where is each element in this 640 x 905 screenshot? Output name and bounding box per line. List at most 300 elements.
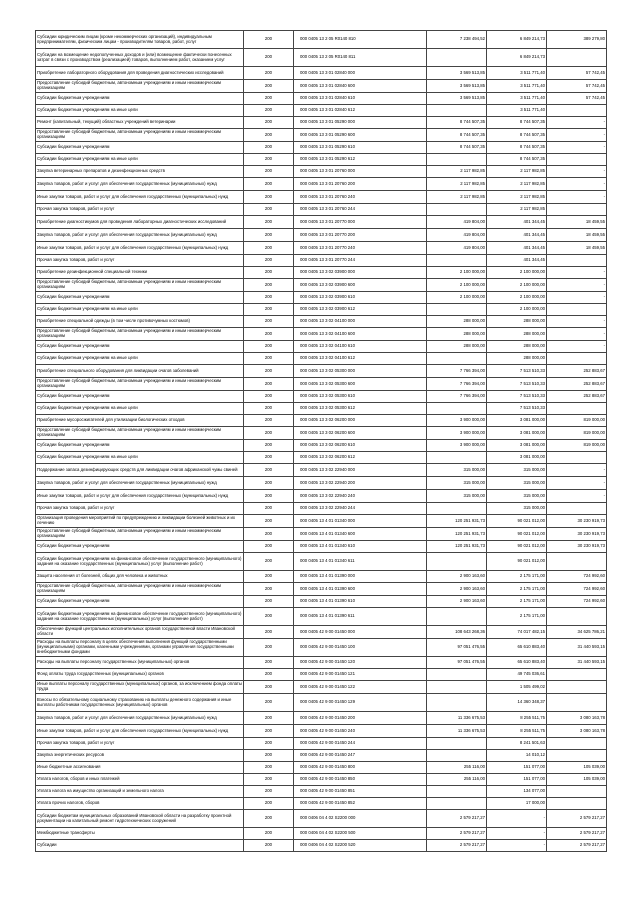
row-kbk-cell: 000 0405 13 4 01 01340 600 [294, 528, 427, 541]
row-approved-cell: 108 643 268,36 [427, 626, 487, 639]
table-row [36, 267, 607, 279]
row-executed-cell: 3 081 000,00 [487, 415, 547, 427]
row-executed-cell: 7 513 510,33 [487, 365, 547, 378]
row-executed-cell: - [487, 828, 547, 840]
row-unexecuted-cell: 18 459,55 [547, 229, 607, 242]
row-approved-cell: 288 000,00 [427, 341, 487, 353]
row-kbk-cell: 000 0405 13 3 01 20760 000 [294, 166, 427, 178]
table-row [36, 440, 607, 452]
row-unexecuted-cell: 34 625 786,21 [547, 626, 607, 639]
row-kbk-cell: 000 0405 13 4 01 01340 000 [294, 515, 427, 528]
row-unexecuted-cell [547, 353, 607, 365]
row-unexecuted-cell: 57 742,45 [547, 80, 607, 93]
row-code-cell: 200 [244, 464, 294, 477]
row-kbk-cell: 000 0405 13 3 01 05290 610 [294, 142, 427, 154]
row-approved-cell: 7 766 394,00 [427, 391, 487, 403]
row-approved-cell: 315 000,00 [427, 490, 487, 503]
row-code-cell: 200 [244, 31, 294, 49]
row-name-cell: Субсидии бюджетным учреждениям [36, 292, 244, 304]
row-executed-cell: 2 117 982,85 [487, 191, 547, 204]
table-row [36, 712, 607, 725]
row-approved-cell [427, 681, 487, 694]
table-row [36, 477, 607, 490]
table-row [36, 341, 607, 353]
row-approved-cell [427, 403, 487, 415]
row-executed-cell: 90 021 012,00 [487, 528, 547, 541]
row-name-cell: Уплата налогов, сборов и иных платежей [36, 774, 244, 786]
row-code-cell: 200 [244, 328, 294, 341]
row-unexecuted-cell: - [547, 267, 607, 279]
row-kbk-cell: 000 0405 13 3 02 04100 600 [294, 328, 427, 341]
row-approved-cell: 255 116,00 [427, 762, 487, 774]
row-approved-cell: 11 336 675,53 [427, 725, 487, 738]
row-unexecuted-cell [547, 681, 607, 694]
row-executed-cell: 1 505 499,02 [487, 681, 547, 694]
row-code-cell: 200 [244, 786, 294, 798]
table-row [36, 657, 607, 669]
table-row [36, 828, 607, 840]
row-name-cell: Закупка ветеринарных препаратов и дезинфекционных средств [36, 166, 244, 178]
row-code-cell: 200 [244, 105, 294, 117]
row-code-cell: 200 [244, 142, 294, 154]
row-name-cell: Приобретение специального оборудования для ликвидации очагов заболеваний [36, 365, 244, 378]
row-code-cell: 200 [244, 452, 294, 464]
table-row [36, 639, 607, 657]
row-name-cell: Иные закупки товаров, работ и услуг для обеспечения государственных (муниципальных) нужд [36, 242, 244, 255]
table-row [36, 840, 607, 852]
row-unexecuted-cell: - [547, 328, 607, 341]
row-executed-cell: 2 175 171,00 [487, 608, 547, 626]
row-name-cell: Приобретение дезинфекционной специальной техники [36, 267, 244, 279]
row-executed-cell: 90 021 012,00 [487, 515, 547, 528]
row-name-cell: Субсидии бюджетным учреждениям [36, 391, 244, 403]
row-executed-cell: 2 175 171,00 [487, 571, 547, 583]
row-executed-cell: 8 744 507,35 [487, 154, 547, 166]
row-kbk-cell: 000 0405 13 3 02 04100 000 [294, 316, 427, 328]
row-code-cell: 200 [244, 840, 294, 852]
row-executed-cell: 2 100 000,00 [487, 292, 547, 304]
row-executed-cell: 6 849 214,73 [487, 31, 547, 49]
row-kbk-cell: 000 0405 13 3 02 22940 000 [294, 464, 427, 477]
row-unexecuted-cell: - [547, 490, 607, 503]
row-code-cell: 200 [244, 571, 294, 583]
row-approved-cell: 2 100 000,00 [427, 279, 487, 292]
row-kbk-cell: 000 0405 13 3 01 02840 612 [294, 105, 427, 117]
row-code-cell: 200 [244, 353, 294, 365]
table-row [36, 391, 607, 403]
row-unexecuted-cell: 105 039,00 [547, 762, 607, 774]
row-approved-cell: 3 569 513,85 [427, 67, 487, 80]
row-executed-cell: 151 077,00 [487, 774, 547, 786]
row-executed-cell: 90 021 012,00 [487, 541, 547, 553]
table-row [36, 93, 607, 105]
row-approved-cell: 2 900 163,60 [427, 583, 487, 596]
row-name-cell: Субсидии бюджетным учреждениям на иные цели [36, 154, 244, 166]
row-code-cell: 200 [244, 596, 294, 608]
row-name-cell: Иные бюджетные ассигнования [36, 762, 244, 774]
row-executed-cell: 288 000,00 [487, 341, 547, 353]
row-kbk-cell: 000 0405 13 3 01 05290 600 [294, 129, 427, 142]
row-name-cell: Субсидии бюджетным учреждениям на иные цели [36, 304, 244, 316]
row-executed-cell: 134 077,00 [487, 786, 547, 798]
table-row [36, 216, 607, 229]
row-unexecuted-cell [547, 669, 607, 681]
row-code-cell: 200 [244, 191, 294, 204]
table-row [36, 204, 607, 216]
row-name-cell: Субсидии бюджетным учреждениям на иные цели [36, 403, 244, 415]
row-approved-cell: 97 051 476,55 [427, 639, 487, 657]
row-executed-cell: 401 344,45 [487, 255, 547, 267]
row-unexecuted-cell: - [547, 191, 607, 204]
row-approved-cell [427, 304, 487, 316]
row-unexecuted-cell [547, 452, 607, 464]
row-name-cell: Предоставление субсидий бюджетным, автономным учреждениям и иным некоммерческим организациям [36, 80, 244, 93]
row-name-cell: Обеспечение функций центральных исполнительных органов государственной власти Ивановской области [36, 626, 244, 639]
row-code-cell: 200 [244, 810, 294, 828]
row-name-cell: Иные закупки товаров, работ и услуг для обеспечения государственных (муниципальных) нужд [36, 191, 244, 204]
row-name-cell: Субсидии бюджетам муниципальных образований Ивановской области на разработку проектной документации на капитальный ремонт гидротехнических сооружений [36, 810, 244, 828]
row-code-cell: 200 [244, 117, 294, 129]
row-unexecuted-cell [547, 105, 607, 117]
row-kbk-cell: 000 0405 13 3 01 02840 610 [294, 93, 427, 105]
row-unexecuted-cell: 724 992,60 [547, 583, 607, 596]
row-code-cell: 200 [244, 154, 294, 166]
row-approved-cell: 97 051 476,55 [427, 657, 487, 669]
row-executed-cell: 3 081 000,00 [487, 452, 547, 464]
row-name-cell: Субсидии бюджетным учреждениям [36, 341, 244, 353]
row-kbk-cell: 000 0405 42 9 00 01450 247 [294, 750, 427, 762]
row-kbk-cell: 000 0405 13 3 02 22940 200 [294, 477, 427, 490]
row-executed-cell: 315 000,00 [487, 490, 547, 503]
row-unexecuted-cell [547, 738, 607, 750]
table-row [36, 669, 607, 681]
row-unexecuted-cell: 3 080 163,78 [547, 712, 607, 725]
row-unexecuted-cell: 724 992,60 [547, 571, 607, 583]
row-approved-cell [427, 553, 487, 571]
row-name-cell: Субсидии бюджетным учреждениям [36, 93, 244, 105]
row-unexecuted-cell: 30 230 919,73 [547, 528, 607, 541]
row-unexecuted-cell: - [547, 316, 607, 328]
row-executed-cell: - [487, 810, 547, 828]
row-kbk-cell: 000 0405 13 3 01 02840 600 [294, 80, 427, 93]
row-approved-cell [427, 255, 487, 267]
row-executed-cell: 14 360 348,37 [487, 694, 547, 712]
table-row [36, 154, 607, 166]
table-row [36, 255, 607, 267]
row-code-cell: 200 [244, 415, 294, 427]
row-unexecuted-cell: 3 080 163,78 [547, 725, 607, 738]
row-name-cell: Закупка товаров, работ и услуг для обеспечения государственных (муниципальных) нужд [36, 477, 244, 490]
row-unexecuted-cell [547, 503, 607, 515]
row-code-cell: 200 [244, 503, 294, 515]
row-code-cell: 200 [244, 694, 294, 712]
row-kbk-cell: 000 0405 13 2 05 R0140 810 [294, 31, 427, 49]
row-kbk-cell: 000 0405 13 3 02 05300 612 [294, 403, 427, 415]
row-approved-cell: 3 900 000,00 [427, 415, 487, 427]
row-code-cell: 200 [244, 440, 294, 452]
row-executed-cell: 8 255 511,75 [487, 725, 547, 738]
row-kbk-cell: 000 0405 13 3 02 04100 610 [294, 341, 427, 353]
row-name-cell: Приобретение лабораторного оборудования для проведения диагностических исследований [36, 67, 244, 80]
row-name-cell: Закупка товаров, работ и услуг для обеспечения государственных (муниципальных) нужд [36, 229, 244, 242]
row-approved-cell [427, 786, 487, 798]
table-row [36, 738, 607, 750]
table-row [36, 541, 607, 553]
row-kbk-cell: 000 0405 13 2 05 R0140 811 [294, 49, 427, 67]
row-name-cell: Субсидии бюджетным учреждениям на иные цели [36, 105, 244, 117]
row-kbk-cell: 000 0405 13 3 01 02840 000 [294, 67, 427, 80]
row-name-cell: Приобретение диагностикумов для проведения лабораторных диагностических исследований [36, 216, 244, 229]
row-name-cell: Субсидии бюджетным учреждениям на иные цели [36, 353, 244, 365]
row-approved-cell: 288 000,00 [427, 328, 487, 341]
row-kbk-cell: 000 0405 42 9 00 01450 244 [294, 738, 427, 750]
row-kbk-cell: 000 0405 13 4 01 01390 600 [294, 583, 427, 596]
row-name-cell: Уплата налога на имущество организаций и земельного налога [36, 786, 244, 798]
row-unexecuted-cell [547, 786, 607, 798]
table-row [36, 316, 607, 328]
row-code-cell: 200 [244, 681, 294, 694]
row-unexecuted-cell [547, 403, 607, 415]
row-name-cell: Иные закупки товаров, работ и услуг для обеспечения государственных (муниципальных) нужд [36, 490, 244, 503]
row-executed-cell: 288 000,00 [487, 353, 547, 365]
row-code-cell: 200 [244, 93, 294, 105]
row-code-cell: 200 [244, 49, 294, 67]
row-kbk-cell: 000 0405 13 3 01 20770 000 [294, 216, 427, 229]
row-approved-cell: 120 251 931,73 [427, 541, 487, 553]
row-name-cell: Уплата прочих налогов, сборов [36, 798, 244, 810]
row-name-cell: Предоставление субсидий бюджетным, автономным учреждениям и иным некоммерческим организациям [36, 328, 244, 341]
row-kbk-cell: 000 0405 42 9 00 01450 100 [294, 639, 427, 657]
row-executed-cell: 401 344,45 [487, 216, 547, 229]
row-code-cell: 200 [244, 316, 294, 328]
row-code-cell: 200 [244, 292, 294, 304]
row-code-cell: 200 [244, 712, 294, 725]
table-row [36, 166, 607, 178]
row-kbk-cell: 000 0405 13 3 02 03900 600 [294, 279, 427, 292]
table-row [36, 49, 607, 67]
row-code-cell: 200 [244, 477, 294, 490]
row-executed-cell: 2 100 000,00 [487, 279, 547, 292]
row-approved-cell [427, 353, 487, 365]
row-approved-cell [427, 105, 487, 117]
row-name-cell: Взносы по обязательному социальному страхованию на выплаты денежного содержания и иные выплаты работникам государственных (муниципальных) органов [36, 694, 244, 712]
row-executed-cell: 288 000,00 [487, 316, 547, 328]
table-row [36, 279, 607, 292]
row-unexecuted-cell: 30 230 919,73 [547, 541, 607, 553]
table-row [36, 365, 607, 378]
table-row [36, 191, 607, 204]
row-name-cell: Ремонт (капитальный, текущий) областных учреждений ветеринарии [36, 117, 244, 129]
row-approved-cell [427, 452, 487, 464]
row-approved-cell: 3 900 000,00 [427, 440, 487, 452]
row-executed-cell: 8 255 511,75 [487, 712, 547, 725]
row-executed-cell: 8 744 507,35 [487, 129, 547, 142]
row-kbk-cell: 000 0405 13 3 02 05300 000 [294, 365, 427, 378]
row-unexecuted-cell: 31 440 593,15 [547, 639, 607, 657]
row-kbk-cell: 000 0405 13 3 02 03900 610 [294, 292, 427, 304]
table-row [36, 583, 607, 596]
row-code-cell: 200 [244, 608, 294, 626]
row-executed-cell: 7 513 510,33 [487, 403, 547, 415]
row-approved-cell: 288 000,00 [427, 316, 487, 328]
row-executed-cell: 65 610 883,40 [487, 657, 547, 669]
row-name-cell: Поддержание запаса дезинфицирующих средств для ликвидации очагов африканской чумы свиней [36, 464, 244, 477]
row-approved-cell: 7 238 494,52 [427, 31, 487, 49]
row-unexecuted-cell [547, 553, 607, 571]
row-unexecuted-cell: 105 039,00 [547, 774, 607, 786]
row-code-cell: 200 [244, 738, 294, 750]
row-kbk-cell: 000 0406 04 4 02 S2200 500 [294, 828, 427, 840]
row-executed-cell: 2 117 982,85 [487, 178, 547, 191]
row-executed-cell: 2 175 171,00 [487, 583, 547, 596]
row-kbk-cell: 000 0405 42 9 00 01450 852 [294, 798, 427, 810]
row-kbk-cell: 000 0405 13 3 02 22940 244 [294, 503, 427, 515]
row-approved-cell [427, 204, 487, 216]
row-unexecuted-cell [547, 608, 607, 626]
row-name-cell: Предоставление субсидий бюджетным, автономным учреждениям и иным некоммерческим организациям [36, 378, 244, 391]
row-name-cell: Субсидии бюджетным учреждениям [36, 541, 244, 553]
table-row [36, 774, 607, 786]
row-executed-cell: - [487, 840, 547, 852]
row-executed-cell: 151 077,00 [487, 762, 547, 774]
row-approved-cell: 2 900 163,60 [427, 596, 487, 608]
row-code-cell: 200 [244, 378, 294, 391]
row-name-cell: Расходы на выплаты персоналу в целях обеспечения выполнения функций государственными (муниципальными) органами, казенными учреждениями, органами управления государственными внебюджетными фондами [36, 639, 244, 657]
row-code-cell: 200 [244, 365, 294, 378]
row-approved-cell: 2 100 000,00 [427, 267, 487, 279]
row-kbk-cell: 000 0405 42 9 00 01450 240 [294, 725, 427, 738]
row-unexecuted-cell: 252 883,67 [547, 365, 607, 378]
row-executed-cell: 6 849 214,73 [487, 49, 547, 67]
row-kbk-cell: 000 0405 42 9 00 01450 000 [294, 626, 427, 639]
row-unexecuted-cell: - [547, 117, 607, 129]
row-code-cell: 200 [244, 541, 294, 553]
row-name-cell: Предоставление субсидий бюджетным, автономным учреждениям и иным некоммерческим организациям [36, 583, 244, 596]
row-code-cell: 200 [244, 798, 294, 810]
row-approved-cell [427, 154, 487, 166]
row-unexecuted-cell: 819 000,00 [547, 440, 607, 452]
table-row [36, 762, 607, 774]
table-row [36, 750, 607, 762]
row-name-cell: Субсидии бюджетным учреждениям [36, 596, 244, 608]
row-approved-cell [427, 49, 487, 67]
row-approved-cell [427, 750, 487, 762]
row-unexecuted-cell: 2 579 217,27 [547, 840, 607, 852]
row-kbk-cell: 000 0405 13 3 02 22940 240 [294, 490, 427, 503]
table-row [36, 503, 607, 515]
row-approved-cell: 3 569 513,85 [427, 93, 487, 105]
row-code-cell: 200 [244, 725, 294, 738]
row-approved-cell: 7 766 394,00 [427, 365, 487, 378]
row-kbk-cell: 000 0405 42 9 00 01450 122 [294, 681, 427, 694]
table-row [36, 608, 607, 626]
row-approved-cell: 11 336 675,53 [427, 712, 487, 725]
row-approved-cell: 8 744 507,35 [427, 117, 487, 129]
row-executed-cell: 315 000,00 [487, 503, 547, 515]
row-executed-cell: 7 513 510,33 [487, 391, 547, 403]
row-name-cell: Иные закупки товаров, работ и услуг для обеспечения государственных (муниципальных) нужд [36, 725, 244, 738]
row-unexecuted-cell: 724 992,60 [547, 596, 607, 608]
row-approved-cell [427, 503, 487, 515]
row-approved-cell [427, 669, 487, 681]
row-unexecuted-cell: 819 000,00 [547, 415, 607, 427]
row-unexecuted-cell [547, 255, 607, 267]
row-executed-cell: 74 017 482,15 [487, 626, 547, 639]
table-row [36, 528, 607, 541]
row-executed-cell: 2 117 982,85 [487, 204, 547, 216]
row-name-cell: Предоставление субсидий бюджетным, автономным учреждениям и иным некоммерческим организациям [36, 427, 244, 440]
row-executed-cell: 14 010,12 [487, 750, 547, 762]
row-code-cell: 200 [244, 490, 294, 503]
row-kbk-cell: 000 0405 42 9 00 01450 120 [294, 657, 427, 669]
row-approved-cell [427, 798, 487, 810]
row-name-cell: Организация проведения мероприятий по предупреждению и ликвидации болезней животных и их лечению [36, 515, 244, 528]
row-approved-cell [427, 608, 487, 626]
row-name-cell: Закупка энергетических ресурсов [36, 750, 244, 762]
row-kbk-cell: 000 0405 13 4 01 01340 611 [294, 553, 427, 571]
row-code-cell: 200 [244, 639, 294, 657]
row-code-cell: 200 [244, 341, 294, 353]
row-executed-cell: 3 081 000,00 [487, 440, 547, 452]
row-executed-cell: 49 745 036,61 [487, 669, 547, 681]
table-row [36, 229, 607, 242]
budget-report-sheet [35, 30, 606, 852]
row-name-cell: Субсидии юридическим лицам (кроме некоммерческих организаций), индивидуальным предпринимателям, физическим лицам - производителям товаров, работ, услуг [36, 31, 244, 49]
row-kbk-cell: 000 0405 13 3 01 20760 240 [294, 191, 427, 204]
row-name-cell: Приобретение мусоросжигателей для утилизации биологических отходов [36, 415, 244, 427]
row-approved-cell: 3 900 000,00 [427, 427, 487, 440]
row-name-cell: Предоставление субсидий бюджетным, автономным учреждениям и иным некоммерческим организациям [36, 279, 244, 292]
row-approved-cell: 8 744 507,35 [427, 129, 487, 142]
row-approved-cell: 255 116,00 [427, 774, 487, 786]
row-kbk-cell: 000 0406 04 4 02 S2200 000 [294, 810, 427, 828]
row-kbk-cell: 000 0405 42 9 00 01450 129 [294, 694, 427, 712]
row-name-cell: Защита населения от болезней, общих для человека и животных [36, 571, 244, 583]
row-unexecuted-cell: - [547, 129, 607, 142]
table-row [36, 515, 607, 528]
row-approved-cell: 2 117 982,85 [427, 191, 487, 204]
row-approved-cell: 120 251 931,73 [427, 515, 487, 528]
row-unexecuted-cell: - [547, 166, 607, 178]
row-unexecuted-cell: 2 579 217,27 [547, 828, 607, 840]
row-kbk-cell: 000 0405 42 9 00 01450 121 [294, 669, 427, 681]
row-unexecuted-cell: - [547, 142, 607, 154]
row-unexecuted-cell [547, 694, 607, 712]
row-kbk-cell: 000 0405 13 3 02 04100 612 [294, 353, 427, 365]
row-executed-cell: 2 117 982,85 [487, 166, 547, 178]
table-row [36, 105, 607, 117]
row-name-cell: Предоставление субсидий бюджетным, автономным учреждениям и иным некоммерческим организациям [36, 129, 244, 142]
row-unexecuted-cell: - [547, 477, 607, 490]
row-code-cell: 200 [244, 553, 294, 571]
row-kbk-cell: 000 0405 13 3 02 06200 600 [294, 427, 427, 440]
row-code-cell: 200 [244, 750, 294, 762]
row-code-cell: 200 [244, 279, 294, 292]
row-code-cell: 200 [244, 129, 294, 142]
row-executed-cell: 8 241 501,63 [487, 738, 547, 750]
row-unexecuted-cell: - [547, 292, 607, 304]
table-row [36, 490, 607, 503]
row-name-cell: Субсидии бюджетным учреждениям на финансовое обеспечение государственного (муниципального) задания на оказание государственных (муниципальных) услуг (выполнение работ) [36, 608, 244, 626]
row-unexecuted-cell: - [547, 341, 607, 353]
row-code-cell: 200 [244, 583, 294, 596]
table-row [36, 464, 607, 477]
row-kbk-cell: 000 0405 13 3 01 20770 244 [294, 255, 427, 267]
row-executed-cell: 3 511 771,40 [487, 105, 547, 117]
row-executed-cell: 8 744 507,35 [487, 117, 547, 129]
row-name-cell: Прочая закупка товаров, работ и услуг [36, 738, 244, 750]
table-row [36, 67, 607, 80]
